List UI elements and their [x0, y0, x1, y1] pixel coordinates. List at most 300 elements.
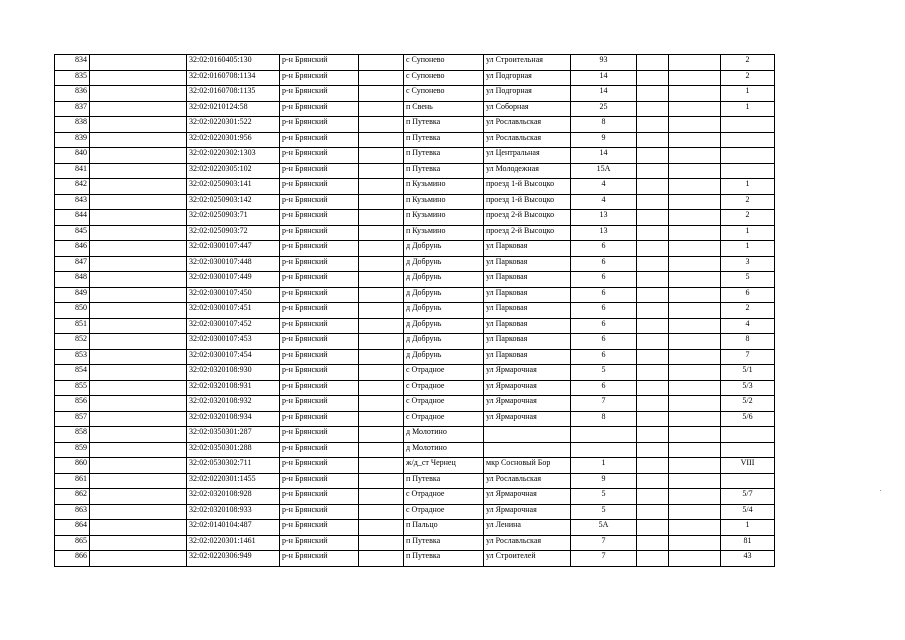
- apartment-cell: 8: [721, 334, 775, 350]
- street-cell: ул Рославльская: [484, 535, 571, 551]
- empty-cell: [359, 504, 404, 520]
- row-number-cell: 862: [55, 489, 90, 505]
- house-cell: 6: [571, 334, 637, 350]
- street-cell: ул Подгорная: [484, 86, 571, 102]
- row-number-cell: 836: [55, 86, 90, 102]
- street-cell: ул Строителей: [484, 551, 571, 567]
- empty-cell: [669, 241, 721, 257]
- empty-cell: [359, 411, 404, 427]
- apartment-cell: 7: [721, 349, 775, 365]
- row-number-cell: 865: [55, 535, 90, 551]
- street-cell: ул Соборная: [484, 101, 571, 117]
- locality-cell: с Супонево: [404, 86, 484, 102]
- street-cell: ул Подгорная: [484, 70, 571, 86]
- district-cell: р-н Брянский: [280, 86, 359, 102]
- apartment-cell: 2: [721, 303, 775, 319]
- house-cell: 5А: [571, 520, 637, 536]
- empty-cell: [359, 473, 404, 489]
- empty-cell: [359, 179, 404, 195]
- table-row: [55, 163, 775, 179]
- locality-cell: д Молотино: [404, 427, 484, 443]
- cadastral-number-cell: 32:02:0220301:956: [187, 132, 280, 148]
- table-row: [55, 101, 775, 117]
- street-cell: ул Ярмарочная: [484, 365, 571, 381]
- cadastral-number-cell: 32:02:0300107:450: [187, 287, 280, 303]
- street-cell: ул Молодежная: [484, 163, 571, 179]
- street-cell: проезд 2-й Высоцко: [484, 225, 571, 241]
- row-number-cell: 847: [55, 256, 90, 272]
- empty-cell: [669, 117, 721, 133]
- empty-cell: [90, 303, 187, 319]
- table-row: [55, 520, 775, 536]
- empty-cell: [637, 396, 669, 412]
- empty-cell: [637, 163, 669, 179]
- table-row: [55, 473, 775, 489]
- street-cell: ул Ярмарочная: [484, 504, 571, 520]
- empty-cell: [669, 411, 721, 427]
- street-cell: [484, 427, 571, 443]
- district-cell: р-н Брянский: [280, 256, 359, 272]
- street-cell: ул Парковая: [484, 349, 571, 365]
- table-row: [55, 132, 775, 148]
- locality-cell: д Молотино: [404, 442, 484, 458]
- cadastral-number-cell: 32:02:0320108:928: [187, 489, 280, 505]
- empty-cell: [90, 458, 187, 474]
- apartment-cell: 2: [721, 70, 775, 86]
- empty-cell: [637, 194, 669, 210]
- empty-cell: [637, 535, 669, 551]
- row-number-cell: 834: [55, 55, 90, 71]
- apartment-cell: [721, 427, 775, 443]
- empty-cell: [669, 256, 721, 272]
- district-cell: р-н Брянский: [280, 380, 359, 396]
- empty-cell: [637, 101, 669, 117]
- street-cell: проезд 2-й Высоцко: [484, 210, 571, 226]
- empty-cell: [90, 442, 187, 458]
- district-cell: р-н Брянский: [280, 365, 359, 381]
- cadastral-number-cell: 32:02:0220302:1303: [187, 148, 280, 164]
- locality-cell: п Путевка: [404, 535, 484, 551]
- empty-cell: [669, 55, 721, 71]
- empty-cell: [637, 86, 669, 102]
- district-cell: р-н Брянский: [280, 210, 359, 226]
- row-number-cell: 866: [55, 551, 90, 567]
- house-cell: 6: [571, 287, 637, 303]
- cadastral-number-cell: 32:02:0160708:1134: [187, 70, 280, 86]
- empty-cell: [637, 303, 669, 319]
- cadastral-number-cell: 32:02:0210124:58: [187, 101, 280, 117]
- house-cell: 9: [571, 473, 637, 489]
- street-cell: ул Строительная: [484, 55, 571, 71]
- locality-cell: с Отрадное: [404, 365, 484, 381]
- table-row: [55, 179, 775, 195]
- empty-cell: [359, 287, 404, 303]
- street-cell: ул Парковая: [484, 256, 571, 272]
- apartment-cell: 1: [721, 86, 775, 102]
- district-cell: р-н Брянский: [280, 396, 359, 412]
- street-cell: ул Парковая: [484, 303, 571, 319]
- row-number-cell: 844: [55, 210, 90, 226]
- empty-cell: [637, 458, 669, 474]
- empty-cell: [637, 318, 669, 334]
- table-row: [55, 411, 775, 427]
- house-cell: 15А: [571, 163, 637, 179]
- empty-cell: [90, 132, 187, 148]
- house-cell: 25: [571, 101, 637, 117]
- district-cell: р-н Брянский: [280, 520, 359, 536]
- cadastral-number-cell: 32:02:0250903:141: [187, 179, 280, 195]
- empty-cell: [359, 241, 404, 257]
- district-cell: р-н Брянский: [280, 535, 359, 551]
- apartment-cell: 5/7: [721, 489, 775, 505]
- row-number-cell: 855: [55, 380, 90, 396]
- house-cell: 14: [571, 148, 637, 164]
- cadastral-number-cell: 32:02:0530302:711: [187, 458, 280, 474]
- empty-cell: [90, 380, 187, 396]
- cadastral-number-cell: 32:02:0320108:934: [187, 411, 280, 427]
- empty-cell: [669, 86, 721, 102]
- house-cell: 13: [571, 210, 637, 226]
- district-cell: р-н Брянский: [280, 427, 359, 443]
- row-number-cell: 840: [55, 148, 90, 164]
- apartment-cell: 2: [721, 194, 775, 210]
- district-cell: р-н Брянский: [280, 117, 359, 133]
- house-cell: 5: [571, 504, 637, 520]
- empty-cell: [90, 163, 187, 179]
- table-row: [55, 86, 775, 102]
- locality-cell: д Добрунь: [404, 334, 484, 350]
- table-row: [55, 117, 775, 133]
- row-number-cell: 856: [55, 396, 90, 412]
- empty-cell: [669, 458, 721, 474]
- empty-cell: [90, 55, 187, 71]
- empty-cell: [637, 241, 669, 257]
- district-cell: р-н Брянский: [280, 163, 359, 179]
- house-cell: 6: [571, 380, 637, 396]
- empty-cell: [669, 272, 721, 288]
- table-row: [55, 380, 775, 396]
- empty-cell: [359, 442, 404, 458]
- locality-cell: с Отрадное: [404, 489, 484, 505]
- cadastral-number-cell: 32:02:0220301:1461: [187, 535, 280, 551]
- empty-cell: [669, 194, 721, 210]
- street-cell: ул Рославльская: [484, 132, 571, 148]
- row-number-cell: 848: [55, 272, 90, 288]
- table-row: [55, 504, 775, 520]
- street-cell: ул Ярмарочная: [484, 411, 571, 427]
- apartment-cell: 4: [721, 318, 775, 334]
- empty-cell: [359, 148, 404, 164]
- apartment-cell: 1: [721, 101, 775, 117]
- street-cell: ул Ярмарочная: [484, 380, 571, 396]
- table-row: [55, 535, 775, 551]
- street-cell: ул Ярмарочная: [484, 489, 571, 505]
- empty-cell: [359, 225, 404, 241]
- table-row: [55, 70, 775, 86]
- empty-cell: [669, 396, 721, 412]
- empty-cell: [637, 179, 669, 195]
- empty-cell: [637, 473, 669, 489]
- table-row: [55, 489, 775, 505]
- empty-cell: [90, 535, 187, 551]
- apartment-cell: 5/1: [721, 365, 775, 381]
- empty-cell: [90, 473, 187, 489]
- table-row: [55, 303, 775, 319]
- empty-cell: [359, 365, 404, 381]
- apartment-cell: VIII: [721, 458, 775, 474]
- locality-cell: с Отрадное: [404, 396, 484, 412]
- table-row: [55, 427, 775, 443]
- empty-cell: [90, 86, 187, 102]
- empty-cell: [90, 117, 187, 133]
- street-cell: проезд 1-й Высоцко: [484, 194, 571, 210]
- cadastral-number-cell: 32:02:0300107:453: [187, 334, 280, 350]
- empty-cell: [359, 427, 404, 443]
- street-cell: ул Парковая: [484, 318, 571, 334]
- empty-cell: [637, 272, 669, 288]
- street-cell: ул Ярмарочная: [484, 396, 571, 412]
- cadastral-number-cell: 32:02:0350301:287: [187, 427, 280, 443]
- locality-cell: п Путевка: [404, 473, 484, 489]
- district-cell: р-н Брянский: [280, 55, 359, 71]
- house-cell: 14: [571, 70, 637, 86]
- street-cell: ул Парковая: [484, 241, 571, 257]
- house-cell: 9: [571, 132, 637, 148]
- cadastral-number-cell: 32:02:0300107:447: [187, 241, 280, 257]
- empty-cell: [637, 442, 669, 458]
- empty-cell: [669, 380, 721, 396]
- cadastral-number-cell: 32:02:0160405:130: [187, 55, 280, 71]
- row-number-cell: 843: [55, 194, 90, 210]
- house-cell: 6: [571, 241, 637, 257]
- apartment-cell: [721, 132, 775, 148]
- empty-cell: [90, 101, 187, 117]
- row-number-cell: 838: [55, 117, 90, 133]
- empty-cell: [90, 148, 187, 164]
- apartment-cell: 5/6: [721, 411, 775, 427]
- locality-cell: п Путевка: [404, 132, 484, 148]
- row-number-cell: 864: [55, 520, 90, 536]
- empty-cell: [669, 287, 721, 303]
- empty-cell: [359, 55, 404, 71]
- apartment-cell: [721, 117, 775, 133]
- locality-cell: с Супонево: [404, 55, 484, 71]
- empty-cell: [90, 272, 187, 288]
- table-row: [55, 225, 775, 241]
- empty-cell: [669, 473, 721, 489]
- empty-cell: [359, 210, 404, 226]
- house-cell: 8: [571, 411, 637, 427]
- empty-cell: [669, 163, 721, 179]
- empty-cell: [637, 504, 669, 520]
- table-row: [55, 396, 775, 412]
- locality-cell: п Путевка: [404, 148, 484, 164]
- empty-cell: [359, 101, 404, 117]
- apartment-cell: 5: [721, 272, 775, 288]
- apartment-cell: 1: [721, 520, 775, 536]
- apartment-cell: 2: [721, 55, 775, 71]
- cadastral-number-cell: 32:02:0160708:1135: [187, 86, 280, 102]
- district-cell: р-н Брянский: [280, 442, 359, 458]
- row-number-cell: 861: [55, 473, 90, 489]
- apartment-cell: [721, 148, 775, 164]
- table-row: [55, 442, 775, 458]
- cadastral-number-cell: 32:02:0300107:448: [187, 256, 280, 272]
- locality-cell: д Добрунь: [404, 241, 484, 257]
- cadastral-number-cell: 32:02:0250903:72: [187, 225, 280, 241]
- house-cell: 1: [571, 458, 637, 474]
- row-number-cell: 839: [55, 132, 90, 148]
- district-cell: р-н Брянский: [280, 334, 359, 350]
- empty-cell: [359, 256, 404, 272]
- empty-cell: [90, 489, 187, 505]
- house-cell: [571, 427, 637, 443]
- empty-cell: [359, 303, 404, 319]
- cadastral-number-cell: 32:02:0220305:102: [187, 163, 280, 179]
- table-row: [55, 318, 775, 334]
- locality-cell: с Отрадное: [404, 411, 484, 427]
- empty-cell: [359, 349, 404, 365]
- locality-cell: п Кузьмино: [404, 225, 484, 241]
- district-cell: р-н Брянский: [280, 225, 359, 241]
- empty-cell: [669, 303, 721, 319]
- empty-cell: [90, 70, 187, 86]
- empty-cell: [637, 117, 669, 133]
- house-cell: 6: [571, 272, 637, 288]
- house-cell: 4: [571, 179, 637, 195]
- street-cell: ул Ленина: [484, 520, 571, 536]
- row-number-cell: 860: [55, 458, 90, 474]
- house-cell: 7: [571, 396, 637, 412]
- apartment-cell: 2: [721, 210, 775, 226]
- locality-cell: д Добрунь: [404, 287, 484, 303]
- house-cell: 8: [571, 117, 637, 133]
- street-cell: проезд 1-й Высоцко: [484, 179, 571, 195]
- empty-cell: [90, 241, 187, 257]
- house-cell: 93: [571, 55, 637, 71]
- empty-cell: [359, 458, 404, 474]
- table-row: [55, 148, 775, 164]
- empty-cell: [359, 489, 404, 505]
- locality-cell: п Кузьмино: [404, 179, 484, 195]
- empty-cell: [359, 132, 404, 148]
- house-cell: 5: [571, 489, 637, 505]
- empty-cell: [637, 427, 669, 443]
- locality-cell: д Добрунь: [404, 318, 484, 334]
- locality-cell: д Добрунь: [404, 349, 484, 365]
- district-cell: р-н Брянский: [280, 70, 359, 86]
- empty-cell: [90, 225, 187, 241]
- street-cell: ул Парковая: [484, 272, 571, 288]
- empty-cell: [669, 349, 721, 365]
- district-cell: р-н Брянский: [280, 318, 359, 334]
- row-number-cell: 849: [55, 287, 90, 303]
- row-number-cell: 853: [55, 349, 90, 365]
- empty-cell: [90, 504, 187, 520]
- locality-cell: п Кузьмино: [404, 194, 484, 210]
- empty-cell: [359, 520, 404, 536]
- locality-cell: ж/д_ст Чернец: [404, 458, 484, 474]
- empty-cell: [359, 551, 404, 567]
- locality-cell: с Отрадное: [404, 380, 484, 396]
- district-cell: р-н Брянский: [280, 241, 359, 257]
- table-row: [55, 272, 775, 288]
- apartment-cell: 5/2: [721, 396, 775, 412]
- locality-cell: п Свень: [404, 101, 484, 117]
- house-cell: 5: [571, 365, 637, 381]
- table-row: [55, 334, 775, 350]
- cadastral-number-cell: 32:02:0300107:449: [187, 272, 280, 288]
- house-cell: 6: [571, 318, 637, 334]
- empty-cell: [90, 349, 187, 365]
- house-cell: 7: [571, 551, 637, 567]
- cadastral-number-cell: 32:02:0250903:71: [187, 210, 280, 226]
- empty-cell: [90, 427, 187, 443]
- table-row: [55, 210, 775, 226]
- table-row: [55, 365, 775, 381]
- locality-cell: п Кузьмино: [404, 210, 484, 226]
- empty-cell: [90, 551, 187, 567]
- row-number-cell: 842: [55, 179, 90, 195]
- scan-artifact: [880, 490, 881, 491]
- table-row: [55, 241, 775, 257]
- row-number-cell: 850: [55, 303, 90, 319]
- apartment-cell: 43: [721, 551, 775, 567]
- locality-cell: д Добрунь: [404, 272, 484, 288]
- empty-cell: [669, 334, 721, 350]
- street-cell: ул Рославльская: [484, 117, 571, 133]
- cadastral-number-cell: 32:02:0300107:451: [187, 303, 280, 319]
- empty-cell: [669, 225, 721, 241]
- cadastral-number-cell: 32:02:0250903:142: [187, 194, 280, 210]
- street-cell: [484, 442, 571, 458]
- row-number-cell: 851: [55, 318, 90, 334]
- empty-cell: [90, 179, 187, 195]
- row-number-cell: 859: [55, 442, 90, 458]
- district-cell: р-н Брянский: [280, 101, 359, 117]
- locality-cell: с Супонево: [404, 70, 484, 86]
- table-row: [55, 551, 775, 567]
- empty-cell: [637, 148, 669, 164]
- district-cell: р-н Брянский: [280, 148, 359, 164]
- apartment-cell: [721, 163, 775, 179]
- empty-cell: [90, 194, 187, 210]
- house-cell: 14: [571, 86, 637, 102]
- locality-cell: п Путевка: [404, 163, 484, 179]
- district-cell: р-н Брянский: [280, 349, 359, 365]
- empty-cell: [637, 287, 669, 303]
- table-row: [55, 55, 775, 71]
- cadastral-number-cell: 32:02:0320108:930: [187, 365, 280, 381]
- empty-cell: [669, 70, 721, 86]
- empty-cell: [359, 535, 404, 551]
- empty-cell: [90, 256, 187, 272]
- empty-cell: [90, 411, 187, 427]
- empty-cell: [637, 365, 669, 381]
- apartment-cell: 3: [721, 256, 775, 272]
- apartment-cell: 1: [721, 179, 775, 195]
- empty-cell: [359, 194, 404, 210]
- empty-cell: [669, 535, 721, 551]
- registry-table: [54, 54, 775, 567]
- cadastral-number-cell: 32:02:0220306:949: [187, 551, 280, 567]
- empty-cell: [637, 520, 669, 536]
- empty-cell: [359, 318, 404, 334]
- cadastral-number-cell: 32:02:0320108:932: [187, 396, 280, 412]
- table-row: [55, 349, 775, 365]
- empty-cell: [637, 551, 669, 567]
- empty-cell: [669, 504, 721, 520]
